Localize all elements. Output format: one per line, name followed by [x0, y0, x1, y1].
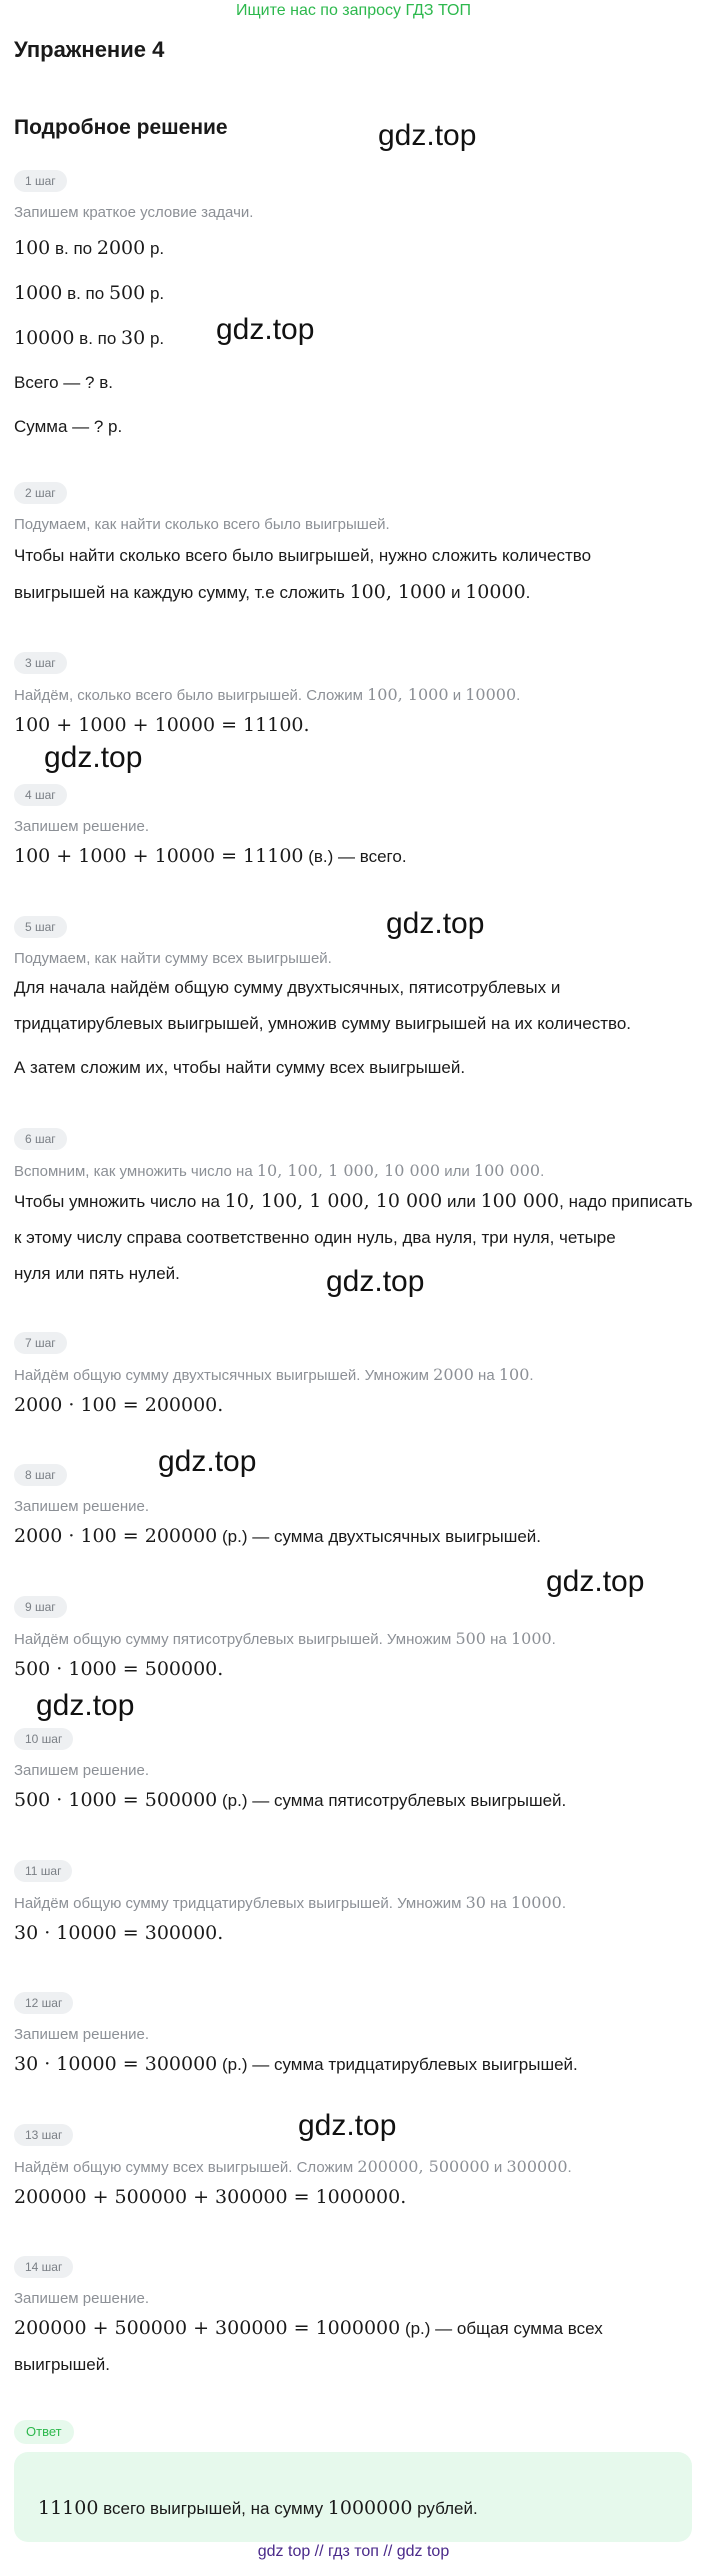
equation: 200000 + 500000 + 300000 = 1000000.	[14, 2186, 407, 2208]
watermark: gdz.top	[326, 1265, 425, 1298]
step-3	[14, 652, 694, 743]
answer-label: Ответ	[14, 2420, 74, 2444]
step-badge: 14 шаг	[14, 2256, 73, 2278]
step-badge: 10 шаг	[14, 1728, 73, 1750]
condition-line: 1000 в. по 500 р.	[14, 282, 165, 304]
equation: 500 · 1000 = 500000.	[14, 1658, 224, 1680]
solution-line: 2000 · 100 = 200000 (р.) — сумма двухтысячных выигрышей.	[14, 1525, 542, 1547]
page-title: Упражнение 4	[14, 37, 165, 62]
solution-heading: Подробное решение	[14, 116, 228, 139]
step-badge: 11 шаг	[14, 1860, 72, 1882]
step-7	[14, 1332, 694, 1423]
explanation-text: Чтобы найти сколько всего было выигрышей, нужно сложить количество	[14, 546, 592, 565]
condition-line: 100 в. по 2000 р.	[14, 237, 165, 259]
step-13	[14, 2124, 694, 2215]
solution-line: 200000 + 500000 + 300000 = 1000000 (р.) — общая сумма всех	[14, 2317, 603, 2339]
solution-line: выигрышей.	[14, 2355, 110, 2374]
step-badge: 13 шаг	[14, 2124, 73, 2146]
watermark: gdz.top	[378, 119, 477, 152]
step-hint: Вспомним, как умножить число на 10, 100, 1 000, 10 000 или 100 000.	[14, 1161, 545, 1180]
explanation-text: А затем сложим их, чтобы найти сумму всех выигрышей.	[14, 1058, 466, 1077]
step-9	[14, 1596, 694, 1687]
step-badge: 1 шаг	[14, 170, 67, 192]
step-hint: Найдём общую сумму пятисотрублевых выигрышей. Умножим 500 на 1000.	[14, 1629, 556, 1648]
step-badge: 12 шаг	[14, 1992, 73, 2014]
step-12	[14, 1992, 694, 2083]
equation: 100 + 1000 + 10000 = 11100.	[14, 714, 310, 736]
step-14	[14, 2256, 694, 2383]
watermark: gdz.top	[158, 1445, 257, 1478]
step-2	[14, 482, 694, 611]
step-hint: Найдём, сколько всего было выигрышей. Сложим 100, 1000 и 10000.	[14, 685, 521, 704]
step-badge: 9 шаг	[14, 1596, 67, 1618]
step-5	[14, 916, 694, 1086]
watermark: gdz.top	[44, 741, 143, 774]
equation: 2000 · 100 = 200000.	[14, 1394, 224, 1416]
watermark: gdz.top	[298, 2109, 397, 2142]
step-4	[14, 784, 694, 875]
step-badge: 5 шаг	[14, 916, 67, 938]
step-hint: Найдём общую сумму тридцатирублевых выигрышей. Умножим 30 на 10000.	[14, 1893, 566, 1912]
step-badge: 8 шаг	[14, 1464, 67, 1486]
condition-line: Всего — ? в.	[14, 373, 113, 392]
explanation-text: Чтобы умножить число на 10, 100, 1 000, 10 000 или 100 000, надо приписать	[14, 1190, 693, 1212]
step-10	[14, 1728, 694, 1819]
step-badge: 3 шаг	[14, 652, 67, 674]
step-badge: 2 шаг	[14, 482, 67, 504]
condition-line: 10000 в. по 30 р.	[14, 327, 165, 349]
step-hint: Запишем решение.	[14, 2026, 149, 2043]
equation: 30 · 10000 = 300000.	[14, 1922, 224, 1944]
explanation-text: выигрышей на каждую сумму, т.е сложить 100, 1000 и 10000.	[14, 581, 531, 603]
step-hint: Подумаем, как найти сумму всех выигрышей.	[14, 950, 332, 967]
solution-line: 30 · 10000 = 300000 (р.) — сумма тридцатирублевых выигрышей.	[14, 2053, 578, 2075]
step-hint: Найдём общую сумму всех выигрышей. Сложим 200000, 500000 и 300000.	[14, 2157, 572, 2176]
answer-text: 11100 всего выигрышей, на сумму 1000000 рублей.	[38, 2497, 478, 2519]
step-hint: Подумаем, как найти сколько всего было выигрышей.	[14, 516, 390, 533]
watermark: gdz.top	[216, 313, 315, 346]
answer-box	[14, 2452, 692, 2542]
explanation-text: тридцатирублевых выигрышей, умножив сумму выигрышей на их количество.	[14, 1014, 632, 1033]
step-hint: Запишем решение.	[14, 2290, 149, 2307]
step-11	[14, 1860, 694, 1951]
watermark: gdz.top	[386, 907, 485, 940]
explanation-text: нуля или пять нулей.	[14, 1264, 180, 1283]
step-badge: 6 шаг	[14, 1128, 67, 1150]
step-badge: 7 шаг	[14, 1332, 67, 1354]
step-1	[14, 170, 694, 445]
watermark: gdz.top	[36, 1689, 135, 1722]
step-badge: 4 шаг	[14, 784, 67, 806]
condition-line: Сумма — ? р.	[14, 417, 123, 436]
step-hint: Запишем решение.	[14, 818, 149, 835]
solution-line: 500 · 1000 = 500000 (р.) — сумма пятисотрублевых выигрышей.	[14, 1789, 567, 1811]
step-hint: Запишем решение.	[14, 1498, 149, 1515]
step-hint: Запишем краткое условие задачи.	[14, 204, 254, 221]
step-hint: Запишем решение.	[14, 1762, 149, 1779]
step-hint: Найдём общую сумму двухтысячных выигрышей. Умножим 2000 на 100.	[14, 1365, 534, 1384]
footer-links[interactable]: gdz top // гдз топ // gdz top	[257, 2543, 450, 2560]
step-8	[14, 1464, 694, 1555]
explanation-text: Для начала найдём общую сумму двухтысячных, пятисотрублевых и	[14, 978, 561, 997]
solution-line: 100 + 1000 + 10000 = 11100 (в.) — всего.	[14, 845, 407, 867]
search-banner[interactable]: Ищите нас по запросу ГДЗ ТОП	[236, 2, 471, 19]
explanation-text: к этому числу справа соответственно один нуль, два нуля, три нуля, четыре	[14, 1228, 616, 1247]
step-6	[14, 1128, 694, 1292]
watermark: gdz.top	[546, 1565, 645, 1598]
